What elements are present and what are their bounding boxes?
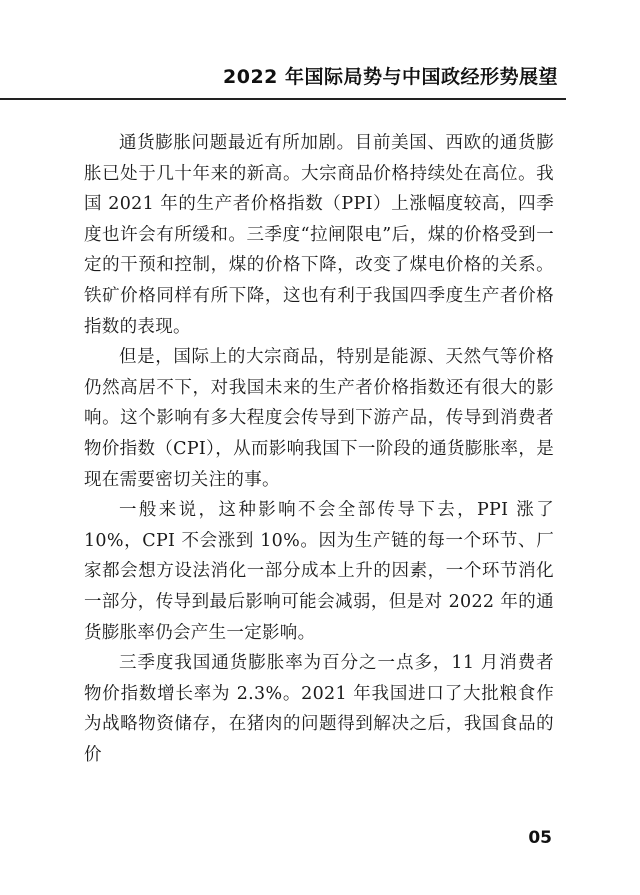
body-text: [84, 128, 554, 770]
running-header: 2022 年国际局势与中国政经形势展望: [223, 66, 558, 88]
paragraph-2: 但是，国际上的大宗商品，特别是能源、天然气等价格仍然高居不下，对我国未来的生产者价格指数还有很大的影响。这个影响有多大程度会传导到下游产品，传导到消费者物价指数（CPI），从而影响我国下一阶段的通货膨胀率，是现在需要密切关注的事。: [84, 347, 554, 490]
paragraph-1: 通货膨胀问题最近有所加剧。目前美国、西欧的通货膨胀已处于几十年来的新高。大宗商品价格持续处在高位。我国 2021 年的生产者价格指数（PPI）上涨幅度较高，四季度也许会有所缓和。三季度“拉闸限电”后，煤的价格受到一定的干预和控制，煤的价格下降，改变了煤电价格的关系。铁矿价格同样有所下降，这也有利于我国四季度生产者价格指数的表现。: [84, 133, 554, 337]
paragraph-4: 三季度我国通货膨胀率为百分之一点多，11 月消费者物价指数增长率为 2.3%。2021 年我国进口了大批粮食作为战略物资储存，在猪肉的问题得到解决之后，我国食品的价: [84, 653, 554, 765]
header-rule: [0, 98, 566, 100]
page-number: 05: [528, 828, 552, 848]
paragraph-3: 一般来说，这种影响不会全部传导下去，PPI 涨了10%，CPI 不会涨到 10%。因为生产链的每一个环节、厂家都会想方设法消化一部分成本上升的因素，一个环节消化一部分，传导到最后影响可能会减弱，但是对 2022 年的通货膨胀率仍会产生一定影响。: [84, 500, 554, 643]
